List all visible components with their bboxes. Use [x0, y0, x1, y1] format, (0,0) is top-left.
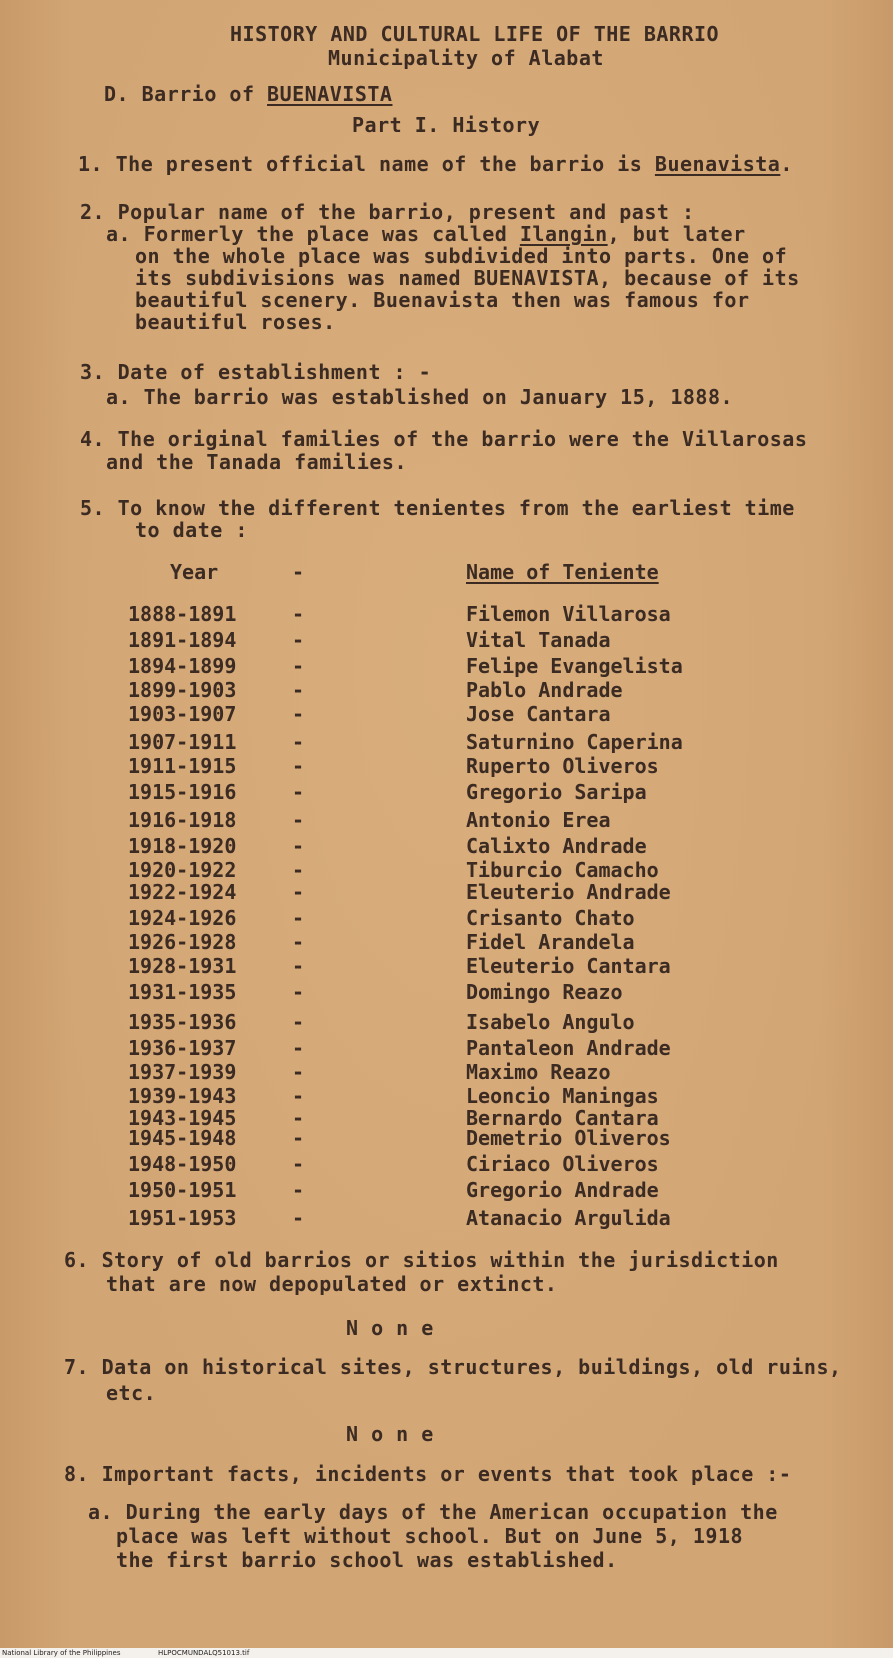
table-row: [0, 808, 893, 834]
row-year: 1948-1950: [128, 1152, 237, 1176]
table-row: [0, 1010, 893, 1036]
table-row: [0, 1060, 893, 1086]
row-teniente: Isabelo Angulo: [466, 1010, 635, 1034]
row-year: 1924-1926: [128, 906, 237, 930]
row-dash: -: [292, 880, 305, 904]
item-4-line-1: 4. The original families of the barrio were the Villarosas: [80, 427, 808, 451]
row-teniente: Pablo Andrade: [466, 678, 623, 702]
item-2-line-2: [106, 222, 746, 246]
table-row: [0, 730, 893, 756]
row-year: 1907-1911: [128, 730, 237, 754]
row-teniente: Filemon Villarosa: [466, 602, 671, 626]
item-6-line-2: that are now depopulated or extinct.: [106, 1272, 558, 1296]
item-8-line-2: a. During the early days of the American occupation the: [88, 1500, 778, 1524]
row-dash: -: [292, 858, 305, 882]
item-2-line-4: its subdivisions was named BUENAVISTA, because of its: [135, 266, 800, 290]
table-row: [0, 1126, 893, 1152]
table-row: [0, 678, 893, 704]
row-teniente: Calixto Andrade: [466, 834, 647, 858]
row-dash: -: [292, 780, 305, 804]
scan-footer: [0, 1648, 893, 1658]
table-row: [0, 1036, 893, 1062]
row-dash: -: [292, 628, 305, 652]
row-year: 1888-1891: [128, 602, 237, 626]
row-dash: -: [292, 1152, 305, 1176]
item-5-line-2: to date :: [135, 518, 248, 542]
table-row: [0, 954, 893, 980]
row-year: 1891-1894: [128, 628, 237, 652]
row-year: 1903-1907: [128, 702, 237, 726]
barrio-heading: [104, 82, 392, 106]
document-title: HISTORY AND CULTURAL LIFE OF THE BARRIO: [230, 22, 720, 46]
row-teniente: Pantaleon Andrade: [466, 1036, 671, 1060]
row-dash: -: [292, 1060, 305, 1084]
row-dash: -: [292, 1106, 305, 1130]
row-dash: -: [292, 1084, 305, 1108]
row-year: 1926-1928: [128, 930, 237, 954]
row-teniente: Ciriaco Oliveros: [466, 1152, 659, 1176]
barrio-name: BUENAVISTA: [267, 82, 393, 106]
table-row: [0, 602, 893, 628]
item-7-line-1: 7. Data on historical sites, structures, buildings, old ruins,: [64, 1355, 842, 1379]
table-row: [0, 780, 893, 806]
table-header: [0, 560, 893, 586]
item-6-line-1: 6. Story of old barrios or sitios within the jurisdiction: [64, 1248, 779, 1272]
row-dash: -: [292, 602, 305, 626]
none-text-1: N o n e: [346, 1316, 434, 1340]
row-dash: -: [292, 702, 305, 726]
row-teniente: Crisanto Chato: [466, 906, 635, 930]
row-year: 1950-1951: [128, 1178, 237, 1202]
item-3-line-2: a. The barrio was established on January 15, 1888.: [106, 385, 734, 409]
row-dash: -: [292, 654, 305, 678]
item-1: [78, 152, 793, 176]
item-4-line-2: and the Tanada families.: [106, 450, 407, 474]
item-2-former-name: Ilangin: [519, 222, 608, 246]
row-dash: -: [292, 808, 305, 832]
item-2-line-3: on the whole place was subdivided into parts. One of: [135, 244, 788, 268]
row-teniente: Antonio Erea: [466, 808, 611, 832]
row-dash: -: [292, 1206, 305, 1230]
row-year: 1920-1922: [128, 858, 237, 882]
table-row: [0, 834, 893, 860]
row-teniente: Fidel Arandela: [466, 930, 635, 954]
item-8-line-4: the first barrio school was established.: [116, 1548, 618, 1572]
item-8-line-1: 8. Important facts, incidents or events that took place :-: [64, 1462, 792, 1486]
item-2-line-2-text: a. Formerly the place was called: [106, 222, 508, 246]
row-year: 1918-1920: [128, 834, 237, 858]
row-teniente: Bernardo Cantara: [466, 1106, 659, 1130]
footer-file-id: HLPOCMUNDALQ51013.tif: [158, 1649, 250, 1657]
item-2-line-5: beautiful scenery. Buenavista then was famous for: [135, 288, 750, 312]
item-5-line-1: 5. To know the different tenientes from the earliest time: [80, 496, 795, 520]
row-dash: -: [292, 980, 305, 1004]
item-2-line-2-tail: , but later: [607, 222, 746, 246]
row-year: 1916-1918: [128, 808, 237, 832]
row-teniente: Leoncio Maningas: [466, 1084, 659, 1108]
row-year: 1935-1936: [128, 1010, 237, 1034]
item-7-line-2: etc.: [106, 1381, 157, 1405]
row-dash: -: [292, 730, 305, 754]
row-teniente: Jose Cantara: [466, 702, 611, 726]
item-2-line-1: 2. Popular name of the barrio, present and past :: [80, 200, 695, 224]
column-dash: -: [292, 560, 305, 584]
row-year: 1911-1915: [128, 754, 237, 778]
barrio-heading-prefix: D. Barrio of: [104, 82, 255, 106]
row-year: 1915-1916: [128, 780, 237, 804]
row-teniente: Tiburcio Camacho: [466, 858, 659, 882]
row-year: 1943-1945: [128, 1106, 237, 1130]
column-year: Year: [170, 560, 219, 584]
row-teniente: Gregorio Andrade: [466, 1178, 659, 1202]
table-row: [0, 628, 893, 654]
column-teniente: Name of Teniente: [466, 560, 659, 584]
row-dash: -: [292, 906, 305, 930]
table-row: [0, 906, 893, 932]
row-teniente: Gregorio Saripa: [466, 780, 647, 804]
row-year: 1922-1924: [128, 880, 237, 904]
row-year: 1894-1899: [128, 654, 237, 678]
part-heading: Part I. History: [352, 113, 541, 137]
row-dash: -: [292, 1126, 305, 1150]
row-dash: -: [292, 834, 305, 858]
row-dash: -: [292, 754, 305, 778]
table-row: [0, 754, 893, 780]
row-year: 1951-1953: [128, 1206, 237, 1230]
table-row: [0, 980, 893, 1006]
row-year: 1931-1935: [128, 980, 237, 1004]
row-teniente: Felipe Evangelista: [466, 654, 683, 678]
row-teniente: Maximo Reazo: [466, 1060, 611, 1084]
row-year: 1936-1937: [128, 1036, 237, 1060]
row-dash: -: [292, 954, 305, 978]
item-8-line-3: place was left without school. But on June 5, 1918: [116, 1524, 744, 1548]
row-dash: -: [292, 1010, 305, 1034]
row-year: 1899-1903: [128, 678, 237, 702]
table-row: [0, 702, 893, 728]
row-dash: -: [292, 930, 305, 954]
row-year: 1937-1939: [128, 1060, 237, 1084]
row-dash: -: [292, 1178, 305, 1202]
item-1-name: Buenavista: [654, 152, 781, 176]
table-row: [0, 930, 893, 956]
row-dash: -: [292, 678, 305, 702]
row-teniente: Eleuterio Cantara: [466, 954, 671, 978]
row-teniente: Demetrio Oliveros: [466, 1126, 671, 1150]
row-year: 1945-1948: [128, 1126, 237, 1150]
item-1-text: 1. The present official name of the barrio is: [78, 152, 643, 176]
row-teniente: Vital Tanada: [466, 628, 611, 652]
table-row: [0, 1206, 893, 1232]
item-2-line-6: beautiful roses.: [135, 310, 336, 334]
row-teniente: Ruperto Oliveros: [466, 754, 659, 778]
row-dash: -: [292, 1036, 305, 1060]
row-year: 1928-1931: [128, 954, 237, 978]
item-3-line-1: 3. Date of establishment : -: [80, 360, 432, 384]
table-row: [0, 880, 893, 906]
row-teniente: Saturnino Caperina: [466, 730, 683, 754]
row-teniente: Atanacio Argulida: [466, 1206, 671, 1230]
table-row: [0, 1178, 893, 1204]
row-teniente: Eleuterio Andrade: [466, 880, 671, 904]
row-teniente: Domingo Reazo: [466, 980, 623, 1004]
municipality-subtitle: Municipality of Alabat: [328, 46, 604, 70]
table-row: [0, 654, 893, 680]
table-row: [0, 1152, 893, 1178]
footer-library: National Library of the Philippines: [2, 1649, 121, 1657]
item-1-period: .: [780, 152, 793, 176]
row-year: 1939-1943: [128, 1084, 237, 1108]
none-text-2: N o n e: [346, 1422, 434, 1446]
